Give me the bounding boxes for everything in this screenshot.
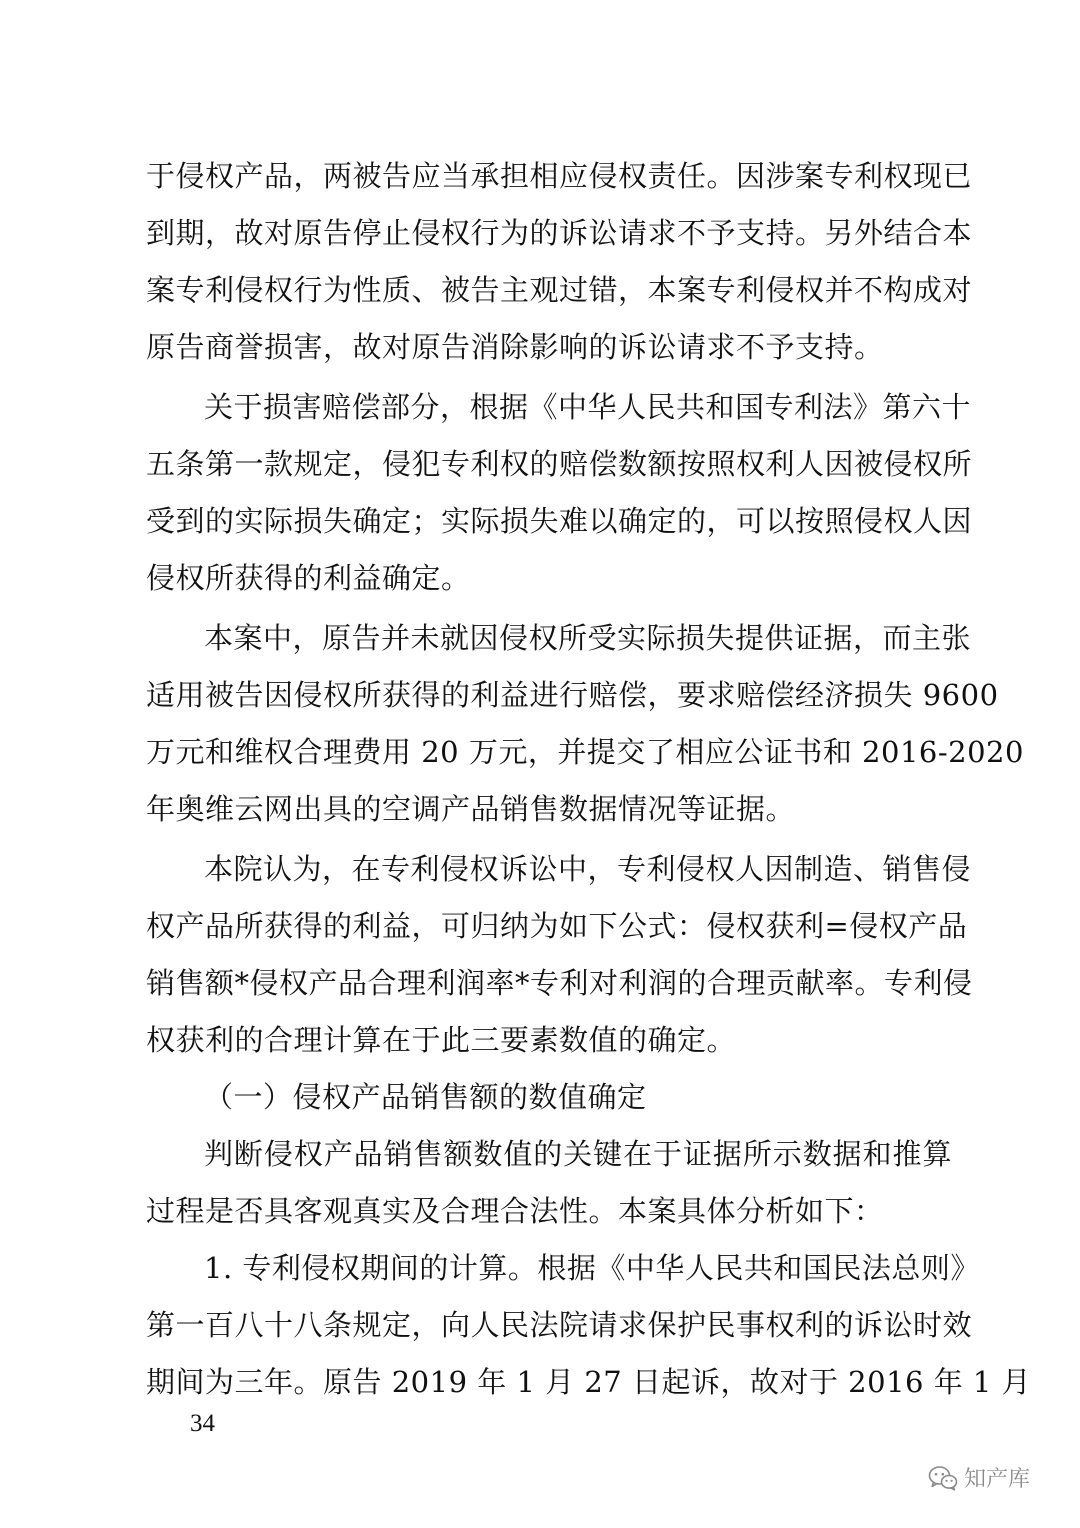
watermark-label: 知产库 — [964, 1467, 1031, 1492]
document-body — [146, 148, 1032, 1411]
text-line: 过程是否具客观真实及合理合法性。本案具体分析如下： — [146, 1194, 884, 1228]
section-heading: （一）侵权产品销售额的数值确定 — [204, 1080, 647, 1114]
text-line: 本案中，原告并未就因侵权所受实际损失提供证据，而主张 — [204, 621, 972, 655]
text-line: 侵权所获得的利益确定。 — [146, 561, 471, 595]
text-line: 销售额*侵权产品合理利润率*专利对利润的合理贡献率。专利侵 — [146, 966, 973, 1000]
text-line: 1. 专利侵权期间的计算。根据《中华人民共和国民法总则》 — [204, 1251, 980, 1285]
text-line: 权获利的合理计算在于此三要素数值的确定。 — [146, 1023, 737, 1057]
text-line: 受到的实际损失确定；实际损失难以确定的，可以按照侵权人因 — [146, 504, 973, 538]
text-line: 权产品所获得的利益，可归纳为如下公式：侵权获利=侵权产品 — [146, 909, 968, 943]
text-line: 万元和维权合理费用 20 万元，并提交了相应公证书和 2016-2020 — [146, 735, 1024, 769]
text-line: 到期，故对原告停止侵权行为的诉讼请求不予支持。另外结合本 — [146, 216, 973, 250]
text-line: 判断侵权产品销售额数值的关键在于证据所示数据和推算 — [204, 1137, 952, 1171]
text-line: 适用被告因侵权所获得的利益进行赔偿，要求赔偿经济损失 9600 — [146, 678, 999, 712]
text-line: 本院认为，在专利侵权诉讼中，专利侵权人因制造、销售侵 — [204, 852, 972, 886]
text-line: 关于损害赔偿部分，根据《中华人民共和国专利法》第六十 — [204, 390, 972, 424]
wechat-icon — [928, 1465, 958, 1491]
text-line: 案专利侵权行为性质、被告主观过错，本案专利侵权并不构成对 — [146, 273, 973, 307]
text-line: 于侵权产品，两被告应当承担相应侵权责任。因涉案专利权现已 — [146, 159, 973, 193]
text-line: 五条第一款规定，侵犯专利权的赔偿数额按照权利人因被侵权所 — [146, 447, 973, 481]
text-line: 期间为三年。原告 2019 年 1 月 27 日起诉，故对于 2016 年 1 月 — [146, 1365, 1032, 1399]
text-line: 原告商誉损害，故对原告消除影响的诉讼请求不予支持。 — [146, 330, 884, 364]
text-line: 年奥维云网出具的空调产品销售数据情况等证据。 — [146, 792, 796, 826]
source-watermark — [928, 1462, 1030, 1493]
page-number: 34 — [190, 1410, 215, 1437]
text-line: 第一百八十八条规定，向人民法院请求保护民事权利的诉讼时效 — [146, 1308, 973, 1342]
